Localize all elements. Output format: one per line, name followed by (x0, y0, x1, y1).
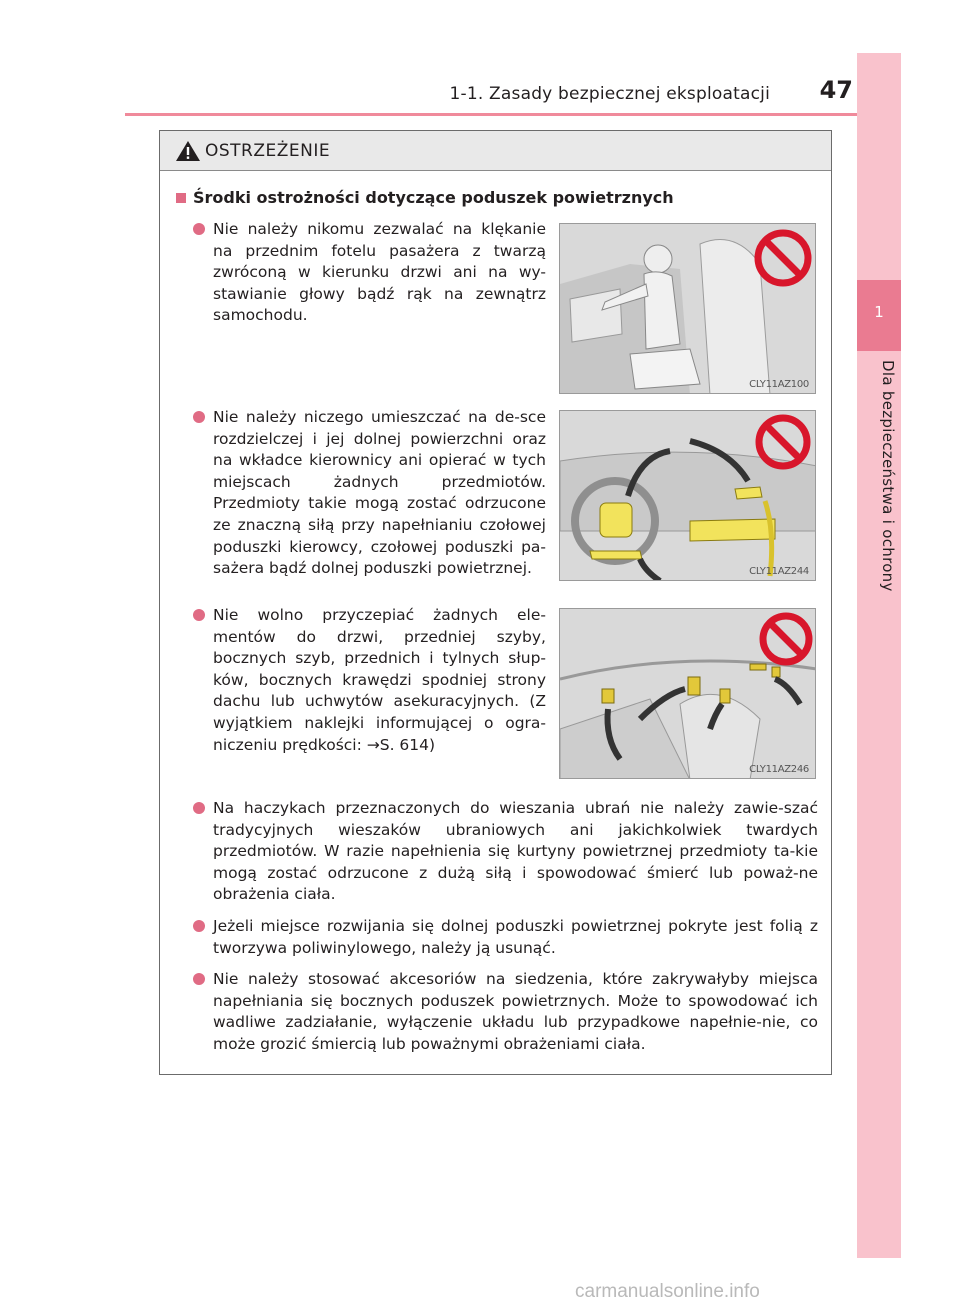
chapter-side-tab (857, 53, 901, 1258)
warning-box (159, 130, 832, 1075)
list-item (213, 969, 818, 1055)
list-item-text: Nie należy nikomu zezwalać na klękanie na przednim fotelu pasażera z twarzą zwróconą w kierunku drzwi ani na wy-stawianie głowy bądź rąk na zewnątrz samochodu. (213, 220, 546, 325)
illustration-interior-attachments (559, 608, 816, 779)
bullet-dot-icon (193, 609, 205, 621)
warning-triangle-icon (176, 141, 200, 161)
list-item-text: Nie wolno przyczepiać żadnych ele-mentów do drzwi, przedniej szyby, bocznych szyb, przednich i tylnych słup-ków, bocznych krawędzi spodniej strony dachu lub uchwytów asekuracyjnych. (Z wyjątkiem naklejki informującej o ogra-niczeniu prędkości: →S. 614) (213, 606, 546, 754)
chapter-label: Dla bezpieczeństwa i ochrony (879, 360, 897, 592)
watermark: carmanualsonline.info (575, 1281, 760, 1302)
image-code: CLY11AZ100 (749, 379, 809, 390)
bullet-dot-icon (193, 973, 205, 985)
illustration-kneeling-passenger (559, 223, 816, 394)
page-number: 47 (819, 76, 853, 104)
header-rule (125, 113, 857, 116)
list-item (213, 605, 546, 756)
list-item (213, 916, 818, 959)
bullet-dot-icon (193, 223, 205, 235)
warning-title: OSTRZEŻENIE (205, 141, 331, 161)
list-item-text: Na haczykach przeznaczonych do wieszania ubrań nie należy zawie-szać tradycyjnych wieszaków ubraniowych ani jakichkolwiek twardych przedmiotów. W razie napełnienia się kurtyny powietrznej przedmioty ta-kie mogą zostać odrzucone z dużą siłą i spowodować śmierć lub poważ-ne obrażenia ciała. (213, 799, 818, 904)
chapter-number: 1 (874, 303, 884, 321)
bullet-dot-icon (193, 920, 205, 932)
image-code: CLY11AZ244 (749, 566, 809, 577)
square-bullet-icon (176, 193, 186, 203)
illustration-dashboard (559, 410, 816, 581)
section-heading-text: Środki ostrożności dotyczące poduszek powietrznych (193, 188, 674, 207)
list-item-text: Nie należy stosować akcesoriów na siedzenia, które zakrywałyby miejsca napełniania się bocznych poduszek powietrznych. Może to spowodować ich wadliwe zadziałanie, wyłączenie układu lub przypadkowe napełnie-nie, co może grozić śmiercią lub poważnymi obrażeniami ciała. (213, 970, 818, 1053)
list-item (213, 798, 818, 906)
list-item-text: Nie należy niczego umieszczać na de-sce rozdzielczej i jej dolnej powierzchni oraz na wkładce kierownicy ani opierać w tych miejscach żadnych przedmiotów. Przedmioty takie mogą zostać odrzucone ze znaczną siłą przy napełnianiu czołowej poduszki kierowcy, czołowej poduszki pa-sażera bądź dolnej poduszki powietrznej. (213, 408, 546, 578)
bullet-dot-icon (193, 802, 205, 814)
running-header-title: 1-1. Zasady bezpiecznej eksploatacji (449, 84, 770, 104)
list-item (213, 219, 546, 327)
image-code: CLY11AZ246 (749, 764, 809, 775)
warning-header (160, 131, 831, 171)
list-item (213, 407, 546, 580)
bullet-dot-icon (193, 411, 205, 423)
section-heading (176, 188, 674, 207)
list-item-text: Jeżeli miejsce rozwijania się dolnej poduszki powietrznej pokryte jest folią z tworzywa poliwinylowego, należy ją usunąć. (213, 917, 818, 957)
